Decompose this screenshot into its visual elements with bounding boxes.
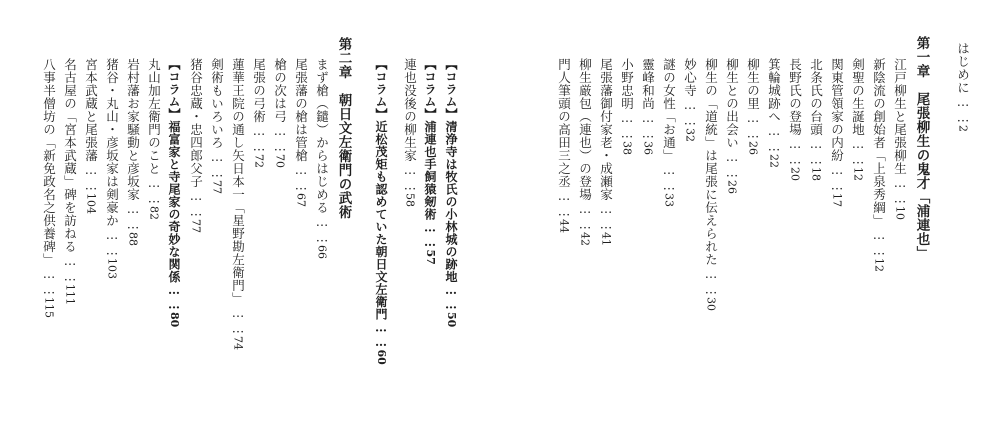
entry-title: 尾張の弓術…… <box>251 58 267 154</box>
entry-title: 【コラム】浦連也手飼猿剱術…… <box>423 58 437 250</box>
toc-entry-hajimeni[interactable] <box>956 42 969 132</box>
page-number: 41 <box>599 232 613 246</box>
entry-title: 江戸柳生と尾張柳生…… <box>892 58 908 206</box>
entry-title: 柳生の里…… <box>745 58 761 141</box>
entry-title: 槍の次は弓…… <box>272 58 288 154</box>
page-number: 17 <box>830 193 844 207</box>
chapter-2-heading[interactable] <box>336 37 350 219</box>
page-number: 26 <box>725 180 739 194</box>
chapter-title: 第一章 尾張柳生の鬼才「浦連也」 <box>913 36 930 260</box>
entry-title: 猪谷忠蔵・忠四郎父子…… <box>188 58 204 219</box>
toc-entry[interactable] <box>599 58 612 246</box>
page-number: 22 <box>767 154 781 168</box>
toc-entry[interactable] <box>578 58 591 246</box>
toc-entry[interactable] <box>872 58 885 272</box>
toc-entry[interactable] <box>147 58 160 220</box>
toc-entry[interactable] <box>126 58 139 246</box>
page-number: 44 <box>557 219 571 233</box>
toc-entry[interactable] <box>893 58 906 220</box>
page-number: 32 <box>683 128 697 142</box>
page-number: 30 <box>704 297 718 311</box>
entry-title: 丸山加左衛門のこと…… <box>146 58 162 206</box>
toc-entry[interactable] <box>210 58 223 194</box>
toc-entry[interactable] <box>662 58 675 207</box>
entry-title: 柳生との出会い…… <box>724 58 740 180</box>
toc-entry[interactable] <box>704 58 717 311</box>
entry-title: 関東管領家の内紛…… <box>829 58 845 193</box>
entry-title: 八事半僧坊の「新免政名之供養碑」…… <box>41 58 57 297</box>
page-number: 66 <box>315 245 329 259</box>
entry-title: 尾張藩の槍は管槍…… <box>293 58 309 193</box>
page-number: 74 <box>231 336 245 350</box>
entry-title: 【コラム】福富家と寺尾家の奇妙な関係…… <box>167 58 181 312</box>
page-number: 72 <box>252 154 266 168</box>
entry-title: 妙心寺…… <box>682 58 698 128</box>
entry-title: 岩村藩お家騒動と彦坂家…… <box>125 58 141 232</box>
entry-title: 新陰流の創始者「上泉秀綱」…… <box>871 58 887 258</box>
page-number: 80 <box>168 312 181 328</box>
page-number: 111 <box>63 284 77 305</box>
page-number: 36 <box>641 141 655 155</box>
entry-title: 長野氏の登場…… <box>787 58 803 167</box>
page-number: 104 <box>84 193 98 214</box>
toc-entry[interactable] <box>620 58 633 155</box>
entry-title: 名古屋の「宮本武蔵」碑を訪ねる…… <box>62 58 78 284</box>
toc-entry[interactable] <box>830 58 843 207</box>
toc-entry[interactable] <box>105 58 118 279</box>
toc-entry[interactable] <box>273 58 286 168</box>
entry-title: 柳生の「道統」は尾張に伝えられた…… <box>703 58 719 297</box>
page-number: 12 <box>851 167 865 181</box>
page-number: 88 <box>126 232 140 246</box>
page-number: 33 <box>662 193 676 207</box>
toc-entry[interactable] <box>189 58 202 233</box>
page-number: 115 <box>42 297 56 318</box>
entry-title: 小野忠明…… <box>619 58 635 141</box>
toc-entry[interactable] <box>294 58 307 207</box>
column-entry[interactable] <box>168 58 180 327</box>
toc-entry[interactable] <box>788 58 801 181</box>
entry-title: 【コラム】清浄寺は牧氏の小林城の跡地…… <box>444 58 458 312</box>
entry-title: まず槍（鑓）からはじめる…… <box>314 58 330 245</box>
entry-title: 剣聖の生誕地…… <box>850 58 866 167</box>
entry-title: 剣術もいろいろ…… <box>209 58 225 180</box>
page-number: 77 <box>189 219 203 233</box>
toc-entry[interactable] <box>746 58 759 155</box>
toc-entry[interactable] <box>63 58 76 305</box>
entry-title: 門人筆頭の高田三之丞…… <box>556 58 572 219</box>
column-entry[interactable] <box>445 58 457 327</box>
toc-entry[interactable] <box>84 58 97 214</box>
entry-title: 柳生厳包（連也）の登場…… <box>577 58 593 232</box>
page-number: 58 <box>403 193 417 207</box>
page-number: 38 <box>620 141 634 155</box>
chapter-title: 第二章 朝日文左衛門の武術 <box>335 37 352 219</box>
page-number: 2 <box>956 125 970 132</box>
entry-title: 猪谷・丸山・彦坂家は剣豪か…… <box>104 58 120 258</box>
entry-title: 尾張藩御付家老・成瀬家…… <box>598 58 614 232</box>
page-number: 67 <box>294 193 308 207</box>
toc-entry[interactable] <box>403 58 416 207</box>
page-number: 60 <box>375 349 388 365</box>
toc-entry[interactable] <box>683 58 696 142</box>
page-number: 20 <box>788 167 802 181</box>
entry-title: 【コラム】近松茂矩も認めていた朝日文左衛門…… <box>374 58 388 350</box>
page-number: 42 <box>578 232 592 246</box>
chapter-1-heading[interactable] <box>914 36 928 260</box>
toc-entry[interactable] <box>231 58 244 350</box>
page-number: 70 <box>273 154 287 168</box>
toc-entry[interactable] <box>557 58 570 233</box>
page-number: 50 <box>445 312 458 328</box>
column-entry[interactable] <box>424 58 436 265</box>
entry-title: 箕輪城跡へ…… <box>766 58 782 154</box>
toc-entry[interactable] <box>767 58 780 168</box>
entry-title: 連也没後の柳生家…… <box>402 58 418 193</box>
column-entry[interactable] <box>375 58 387 365</box>
entry-title: 宮本武蔵と尾張藩…… <box>83 58 99 193</box>
toc-entry[interactable] <box>42 58 55 318</box>
entry-title: 靈峰和尚…… <box>640 58 656 141</box>
page-number: 103 <box>105 258 119 279</box>
toc-entry[interactable] <box>315 58 328 259</box>
page-number: 77 <box>210 180 224 194</box>
entry-title: はじめに…… <box>955 42 971 125</box>
toc-entry[interactable] <box>641 58 654 155</box>
toc-entry[interactable] <box>809 58 822 181</box>
page-number: 57 <box>424 249 437 265</box>
page-number: 12 <box>872 258 886 272</box>
entry-title: 謎の女性「お通」…… <box>661 58 677 193</box>
page-number: 10 <box>893 206 907 220</box>
entry-title: 北条氏の台頭…… <box>808 58 824 167</box>
toc-entry[interactable] <box>851 58 864 181</box>
entry-title: 蓮華王院の通し矢日本一「星野勘左衛門」…… <box>230 58 246 336</box>
page-number: 18 <box>809 167 823 181</box>
page-number: 82 <box>147 206 161 220</box>
toc-entry[interactable] <box>725 58 738 194</box>
toc-entry[interactable] <box>252 58 265 168</box>
page-number: 26 <box>746 141 760 155</box>
